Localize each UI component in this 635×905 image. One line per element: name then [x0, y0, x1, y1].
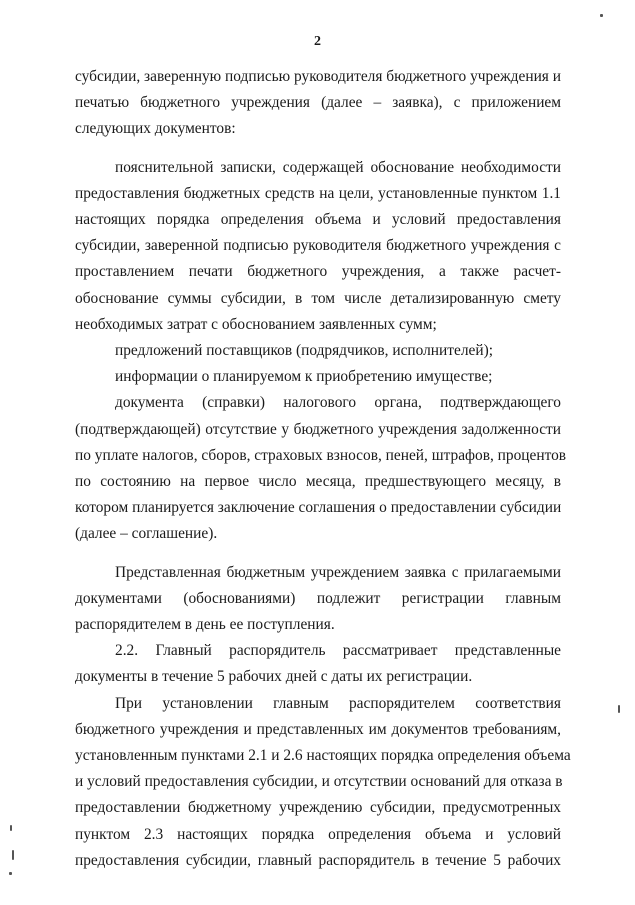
text-line: документа (справки) налогового органа, подтверждающего [115, 394, 561, 412]
text-line: проставлением печати бюджетного учреждения, а также расчет- [75, 263, 561, 281]
text-line: пояснительной записки, содержащей обоснование необходимости [115, 158, 561, 176]
text-line: предоставления субсидии, главный распорядитель в течение 5 рабочих [75, 851, 561, 869]
text-line: настоящих порядка определения объема и условий предоставления [75, 211, 561, 229]
text-line: котором планируется заключение соглашения о предоставлении субсидии [75, 499, 562, 517]
text-line: субсидии, заверенной подписью руководителя бюджетного учреждения с [75, 237, 561, 255]
text-line: (подтверждающей) отсутствие у бюджетного учреждения задолженности [75, 420, 561, 438]
text-line: 2.2. Главный распорядитель рассматривает представленные [115, 642, 561, 660]
scan-speck [9, 872, 12, 875]
text-line: документами (обоснованиями) подлежит регистрации главным [75, 589, 561, 607]
text-line: необходимых затрат с обоснованием заявленных сумм; [75, 315, 437, 333]
scan-speck [10, 825, 12, 831]
page-number: 2 [314, 34, 321, 49]
text-line: обоснование суммы субсидии, в том числе детализированную смету [75, 289, 561, 307]
text-line: и условий предоставления субсидии, и отсутствии оснований для отказа в [75, 773, 563, 791]
text-line: документы в течение 5 рабочих дней с даты их регистрации. [75, 668, 473, 686]
text-line: предоставления бюджетных средств на цели, установленные пунктом 1.1 [75, 184, 561, 202]
text-line: распорядителем в день ее поступления. [75, 616, 335, 634]
text-line: печатью бюджетного учреждения (далее – заявка), с приложением [75, 94, 561, 112]
document-body [75, 64, 571, 874]
text-line: Представленная бюджетным учреждением заявка с прилагаемыми [115, 563, 561, 581]
text-line: предложений поставщиков (подрядчиков, исполнителей); [115, 342, 493, 360]
text-line: пунктом 2.3 настоящих порядка определения объема и условий [75, 825, 561, 843]
text-line: При установлении главным распорядителем соответствия [115, 694, 561, 712]
scan-speck [12, 850, 14, 860]
scan-speck [618, 705, 620, 713]
text-line: информации о планируемом к приобретению имуществе; [115, 368, 493, 386]
text-line: субсидии, заверенную подписью руководителя бюджетного учреждения и [75, 68, 561, 85]
text-line: по уплате налогов, сборов, страховых взносов, пеней, штрафов, процентов [75, 446, 567, 464]
text-line: бюджетного учреждения и представленных им документов требованиям, [75, 720, 561, 738]
scan-speck [600, 14, 603, 17]
text-line: предоставлении бюджетному учреждению субсидии, предусмотренных [75, 799, 561, 817]
text-line: следующих документов: [75, 120, 236, 138]
text-line: по состоянию на первое число месяца, предшествующего месяцу, в [75, 473, 561, 491]
text-line: установленным пунктами 2.1 и 2.6 настоящих порядка определения объема [75, 747, 571, 765]
text-line: (далее – соглашение). [75, 525, 218, 543]
